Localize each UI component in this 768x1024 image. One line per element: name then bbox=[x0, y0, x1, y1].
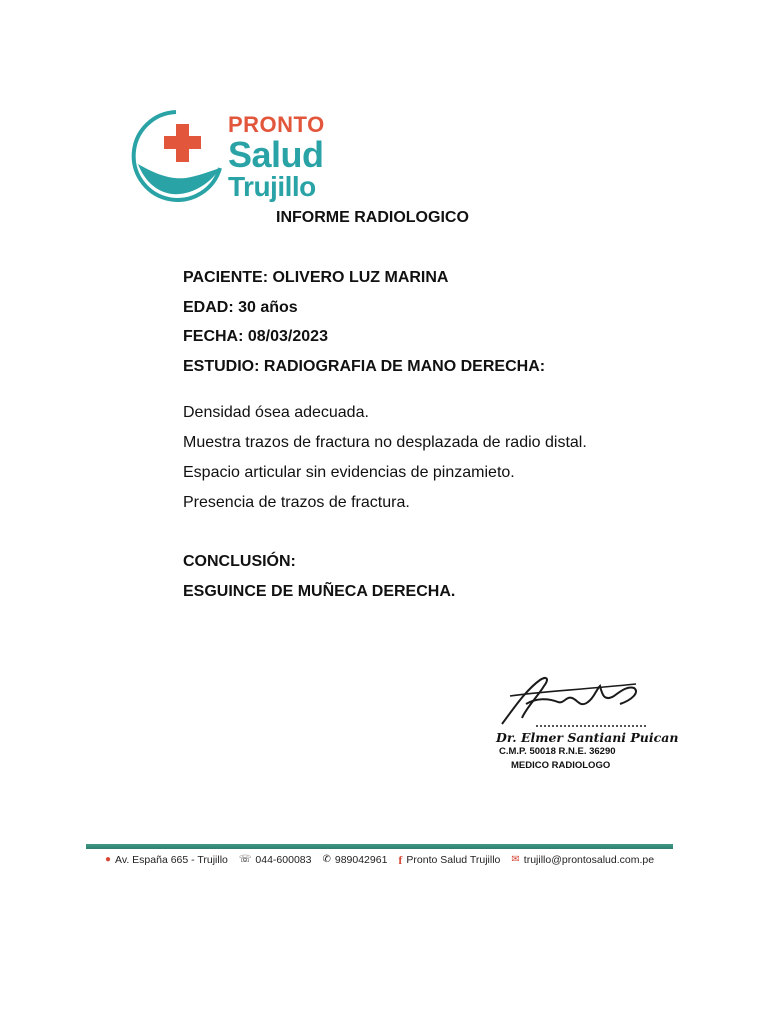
footer-address bbox=[105, 854, 228, 866]
doctor-role: MEDICO RADIOLOGO bbox=[511, 760, 611, 771]
logo-line-pronto: PRONTO bbox=[228, 112, 325, 137]
conclusion-text: ESGUINCE DE MUÑECA DERECHA. bbox=[183, 582, 456, 600]
logo-line-trujillo: Trujillo bbox=[228, 171, 316, 202]
finding-item: Espacio articular sin evidencias de pinzamieto. bbox=[183, 464, 515, 481]
whatsapp-icon: ✆ bbox=[322, 854, 331, 865]
phone-icon: ☏ bbox=[238, 854, 252, 865]
patient-name: PACIENTE: OLIVERO LUZ MARINA bbox=[183, 269, 449, 286]
study-type: ESTUDIO: RADIOGRAFIA DE MANO DERECHA: bbox=[183, 357, 546, 375]
conclusion-section bbox=[183, 552, 455, 611]
doctor-registration: C.M.P. 50018 R.N.E. 36290 bbox=[499, 746, 616, 757]
finding-item: Presencia de trazos de fractura. bbox=[183, 494, 410, 511]
footer-email bbox=[511, 854, 654, 866]
conclusion-heading: CONCLUSIÓN: bbox=[183, 553, 296, 570]
doctor-name: Dr. Elmer Santiani Puican bbox=[496, 730, 679, 745]
email-text: trujillo@prontosalud.com.pe bbox=[523, 854, 655, 866]
footer-whatsapp bbox=[322, 854, 387, 866]
email-icon: ✉ bbox=[511, 854, 520, 865]
finding-item: Densidad ósea adecuada. bbox=[183, 404, 369, 421]
facebook-text: Pronto Salud Trujillo bbox=[406, 854, 501, 866]
report-date: FECHA: 08/03/2023 bbox=[183, 328, 328, 345]
logo-emblem bbox=[128, 106, 228, 202]
findings-list bbox=[183, 403, 587, 523]
patient-info bbox=[183, 268, 545, 386]
footer-phone bbox=[239, 854, 312, 866]
address-text: Av. España 665 - Trujillo bbox=[115, 854, 228, 866]
facebook-icon: f bbox=[398, 853, 403, 867]
patient-age: EDAD: 30 años bbox=[183, 298, 298, 316]
whatsapp-text: 989042961 bbox=[334, 854, 388, 866]
finding-item: Muestra trazos de fractura no desplazada de radio distal. bbox=[183, 434, 587, 451]
clinic-logo bbox=[128, 106, 338, 202]
logo-line-salud: Salud bbox=[228, 134, 324, 175]
footer-facebook bbox=[398, 854, 500, 866]
handwritten-signature bbox=[496, 668, 646, 734]
logo-wordmark bbox=[228, 114, 325, 201]
contact-footer bbox=[105, 854, 685, 866]
doctor-signature bbox=[486, 668, 679, 778]
report-title: INFORME RADIOLOGICO bbox=[276, 209, 469, 226]
footer-divider bbox=[86, 844, 673, 849]
location-pin-icon: ● bbox=[105, 854, 112, 865]
phone-text: 044-600083 bbox=[255, 854, 312, 866]
